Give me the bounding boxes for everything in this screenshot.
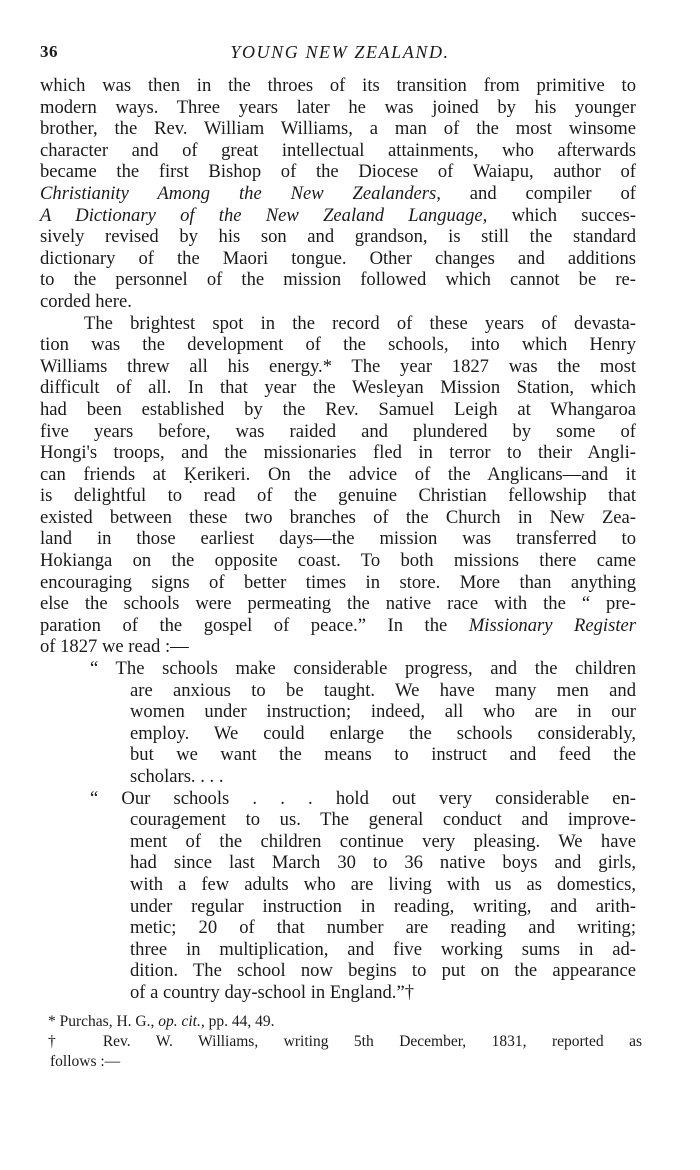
text-line: brother, the Rev. William Williams, a man of the most winsome: [40, 118, 636, 140]
quote-line: with a few adults who are living with us as domestics,: [130, 873, 636, 895]
text-line: modern ways. Three years later he was joined by his younger: [40, 96, 636, 118]
text-line: Hongi's troops, and the missionaries fled in terror to their Angli-: [40, 442, 636, 464]
text-fragment: paration of the gospel of peace.” In the: [40, 614, 448, 636]
text-line: else the schools were permeating the native race with the “ pre-: [40, 593, 636, 615]
text-line: corded here.: [40, 290, 132, 312]
italic-book-title: Christianity Among the New Zealanders,: [40, 182, 441, 204]
text-line: is delightful to read of the genuine Christian fellowship that: [40, 485, 636, 507]
quote-line: “ Our schools . . . hold out very considerable en-: [90, 787, 636, 809]
text-line-with-italic: [40, 615, 636, 637]
text-line: five years before, was raided and plundered by some of: [40, 420, 636, 442]
text-line: Hokianga on the opposite coast. To both missions there came: [40, 550, 636, 572]
text-line: tion was the development of the schools, into which Henry: [40, 334, 636, 356]
running-title: YOUNG NEW ZEALAND.: [230, 42, 450, 62]
text-line: dictionary of the Maori tongue. Other changes and additions: [40, 247, 636, 269]
text-line: to the personnel of the mission followed which cannot be re-: [40, 269, 636, 291]
block-quote-1: [40, 658, 636, 788]
paragraph-2: [40, 313, 636, 659]
quote-line: had since last March 30 to 36 native boys and girls,: [130, 852, 636, 874]
quote-line: couragement to us. The general conduct and improve-: [130, 809, 636, 831]
text-line: difficult of all. In that year the Wesleyan Mission Station, which: [40, 377, 636, 399]
text-line: can friends at Ḳerikeri. On the advice of the Anglicans—and it: [40, 463, 636, 485]
quote-line: scholars. . . .: [130, 766, 224, 787]
page-header: [40, 42, 640, 66]
quote-line: of a country day-school in England.”†: [130, 981, 414, 1003]
footnote-2-continuation: follows :—: [50, 1053, 121, 1070]
text-line-italic-title: Christianity Among the New Zealanders, and compiler of: [40, 182, 636, 204]
quote-line: are anxious to be taught. We have many men and: [130, 679, 636, 701]
text-line: which was then in the throes of its transition from primitive to: [40, 75, 636, 96]
quote-line: employ. We could enlarge the schools considerably,: [130, 722, 636, 744]
quote-line: under regular instruction in reading, writing, and arith-: [130, 895, 636, 917]
block-quote-2: [40, 788, 636, 1004]
body-text: [40, 75, 636, 1004]
footnote-text: pp. 44, 49.: [208, 1013, 275, 1030]
text-line-italic-title: A Dictionary of the New Zealand Language, which succes-: [40, 204, 636, 226]
paragraph-1: [40, 75, 636, 313]
text-line: of 1827 we read :—: [40, 636, 189, 658]
quote-line: women under instruction; indeed, all who are in our: [130, 701, 636, 723]
quote-line: ment of the children continue very pleasing. We have: [130, 830, 636, 852]
italic-journal-title: Missionary Register: [468, 614, 636, 636]
footnote-1: [40, 1012, 642, 1032]
text-line: Williams threw all his energy.* The year 1827 was the most: [40, 355, 636, 377]
footnote-italic: op. cit.,: [158, 1013, 205, 1030]
text-line: became the first Bishop of the Diocese of Waiapu, author of: [40, 161, 636, 183]
footnotes: [40, 1012, 642, 1072]
text-line: sively revised by his son and grandson, is still the standard: [40, 226, 636, 248]
quote-line: metic; 20 of that number are reading and writing;: [130, 917, 636, 939]
quote-line: but we want the means to instruct and feed the: [130, 744, 636, 766]
quote-line: dition. The school now begins to put on the appearance: [130, 960, 636, 982]
quote-line: three in multiplication, and five working sums in ad-: [130, 938, 636, 960]
footnote-2: † Rev. W. Williams, writing 5th December, 1831, reported as: [48, 1033, 642, 1050]
italic-book-title: A Dictionary of the New Zealand Language,: [40, 204, 488, 226]
page-number: 36: [40, 42, 58, 61]
text-line: encouraging signs of better times in store. More than anything: [40, 571, 636, 593]
text-line: character and of great intellectual attainments, who afterwards: [40, 139, 636, 161]
text-line: had been established by the Rev. Samuel Leigh at Whangaroa: [40, 398, 636, 420]
text-line: existed between these two branches of the Church in New Zea-: [40, 506, 636, 528]
quote-line: “ The schools make considerable progress, and the children: [90, 658, 636, 680]
text-line: The brightest spot in the record of these years of devasta-: [84, 312, 636, 334]
text-line: land in those earliest days—the mission was transferred to: [40, 528, 636, 550]
footnote-text: * Purchas, H. G.,: [48, 1013, 155, 1030]
